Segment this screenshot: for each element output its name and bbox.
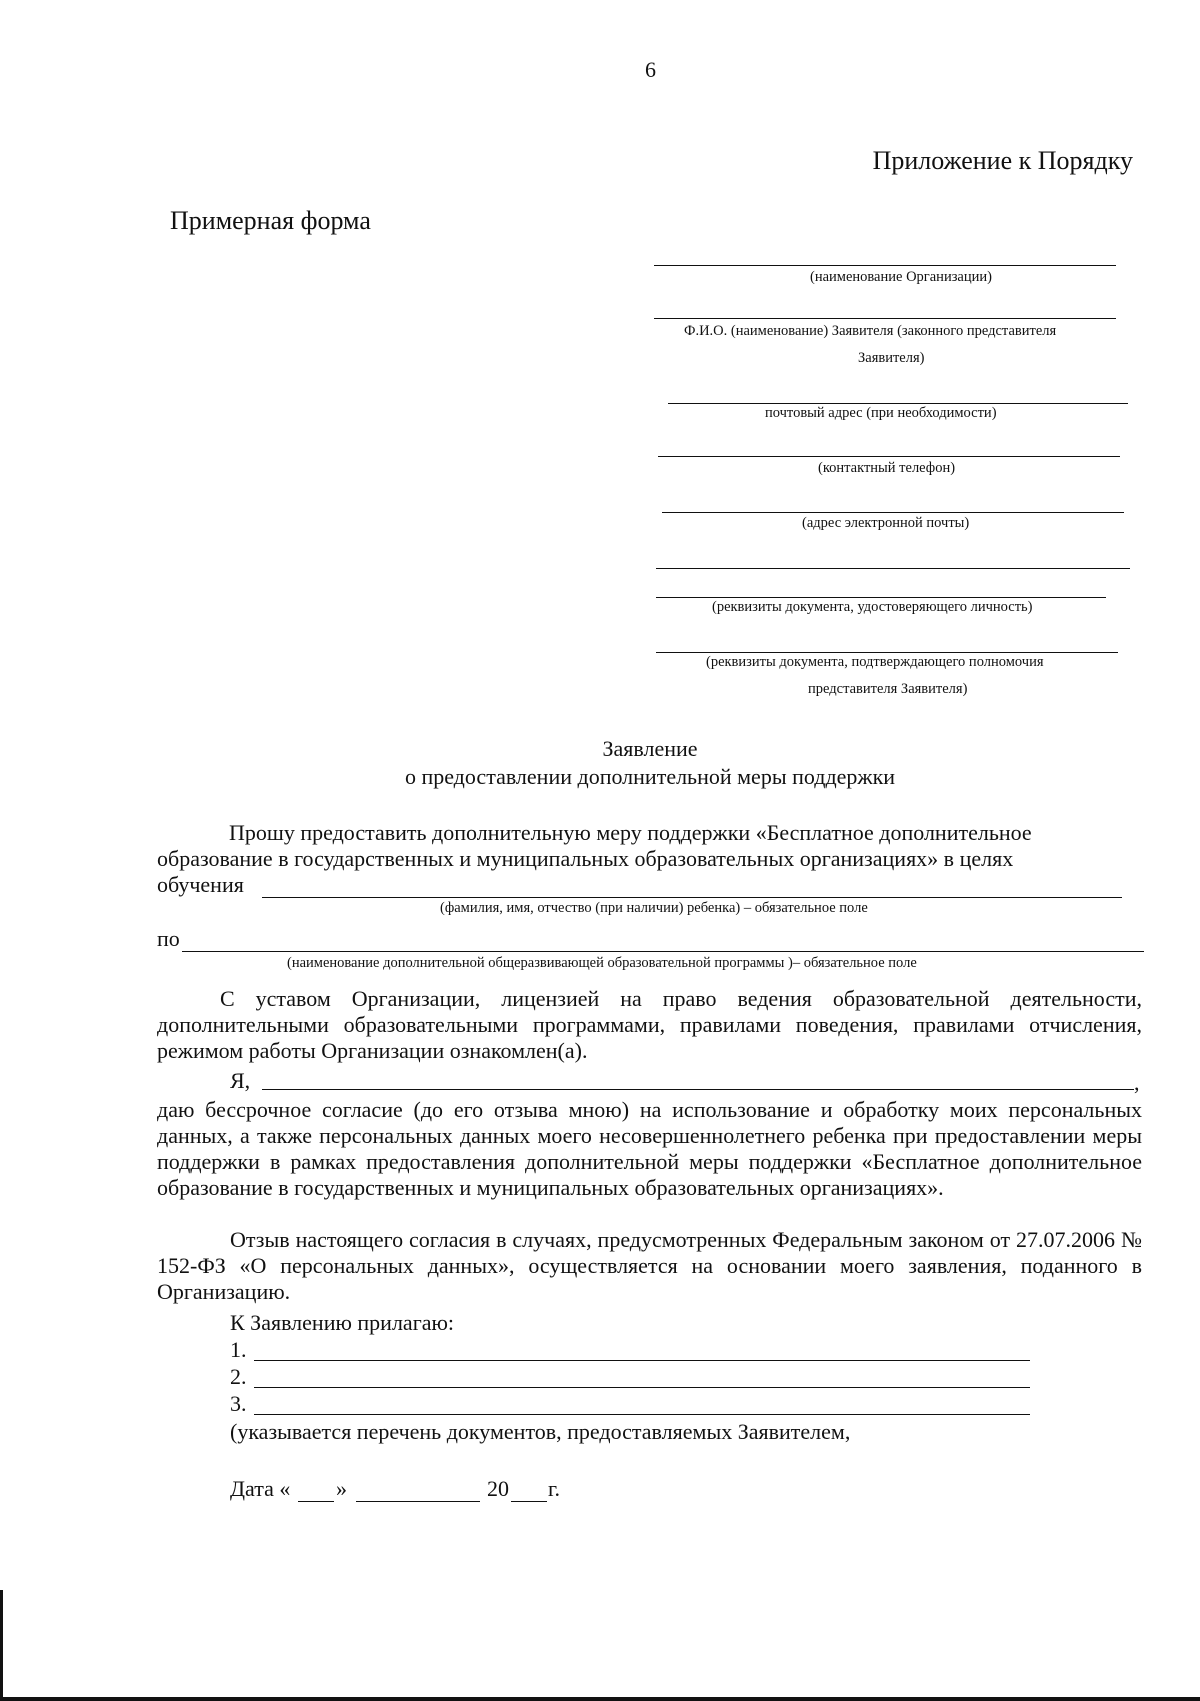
attachment-item-2-line <box>254 1387 1030 1388</box>
postal-address-line <box>668 403 1128 404</box>
attachment-item-3-line <box>254 1414 1030 1415</box>
page-number: 6 <box>645 57 656 82</box>
familiarization-paragraph: С уставом Организации, лицензией на право ведения образовательной деятельности, дополнительными образовательными программами, правилами поведения, правилами отчисления, режимом работы Организации ознакомлен(а). <box>157 986 1142 1063</box>
date-close-quote: » <box>336 1476 347 1501</box>
date-label: Дата « <box>230 1476 291 1501</box>
identity-document-caption: (реквизиты документа, удостоверяющего личность) <box>712 599 1033 615</box>
applicant-name-caption-cont: Заявителя) <box>858 350 925 366</box>
date-year-line <box>511 1501 547 1502</box>
consent-paragraph: даю бессрочное согласие (до его отзыва мною) на использование и обработку моих персональных данных, а также персональных данных моего несовершеннолетнего ребенка при предоставлении меры поддержки в рамках предоставления дополнительной меры поддержки «Бесплатное дополнительное образование в государственных и муниципальных образовательных организациях». <box>157 1097 1142 1200</box>
attachments-note: (указывается перечень документов, предоставляемых Заявителем, <box>230 1419 851 1444</box>
request-line-3-prefix: обучения <box>157 872 244 897</box>
authority-document-line <box>656 652 1118 653</box>
date-month-line <box>356 1501 480 1502</box>
child-name-line <box>262 897 1122 898</box>
extra-line <box>656 568 1130 569</box>
attachment-item-1-number: 1. <box>230 1337 247 1362</box>
organization-caption: (наименование Организации) <box>810 269 992 285</box>
attachment-item-2-number: 2. <box>230 1364 247 1389</box>
identity-document-line <box>656 597 1106 598</box>
withdrawal-paragraph: Отзыв настоящего согласия в случаях, предусмотренных Федеральным законом от 27.07.2006 № 152-ФЗ «О персональных данных», осуществляется на основании моего заявления, поданного в Организацию. <box>157 1227 1142 1304</box>
email-line <box>662 512 1124 513</box>
document-title: Заявление <box>602 736 698 761</box>
applicant-name-caption: Ф.И.О. (наименование) Заявителя (законного представителя <box>684 323 1057 339</box>
email-caption: (адрес электронной почты) <box>802 515 970 531</box>
child-name-caption: (фамилия, имя, отчество (при наличии) ребенка) – обязательное поле <box>440 900 868 916</box>
scan-edge-left <box>0 1590 3 1701</box>
authority-document-caption: (реквизиты документа, подтверждающего полномочия <box>706 654 1044 670</box>
organization-line <box>654 265 1116 266</box>
form-label: Примерная форма <box>170 206 371 235</box>
phone-line <box>658 456 1120 457</box>
request-line-1: Прошу предоставить дополнительную меру поддержки «Бесплатное дополнительное <box>229 820 1032 845</box>
program-name-line <box>182 951 1144 952</box>
authority-document-caption-cont: представителя Заявителя) <box>808 681 968 697</box>
attachments-heading: К Заявлению прилагаю: <box>230 1310 455 1335</box>
attachment-item-3-number: 3. <box>230 1391 247 1416</box>
program-name-caption: (наименование дополнительной общеразвивающей образовательной программы )– обязательное поле <box>287 955 917 971</box>
phone-caption: (контактный телефон) <box>818 460 956 476</box>
appendix-title: Приложение к Порядку <box>872 146 1133 175</box>
applicant-name-line <box>654 318 1116 319</box>
document-subtitle: о предоставлении дополнительной меры поддержки <box>404 764 896 789</box>
attachment-item-1-line <box>254 1360 1030 1361</box>
scan-edge-bottom <box>0 1697 1200 1701</box>
consent-prefix: Я, <box>230 1068 251 1093</box>
postal-address-caption: почтовый адрес (при необходимости) <box>765 405 997 421</box>
date-year-suffix: г. <box>548 1476 561 1501</box>
request-line-4-prefix: по <box>157 926 180 951</box>
consent-suffix: , <box>1134 1070 1140 1095</box>
request-line-2: образование в государственных и муниципальных образовательных организациях» в целях <box>157 846 1014 871</box>
date-day-line <box>298 1501 334 1502</box>
date-year-prefix: 20 <box>487 1476 509 1501</box>
consent-name-line <box>262 1089 1134 1090</box>
